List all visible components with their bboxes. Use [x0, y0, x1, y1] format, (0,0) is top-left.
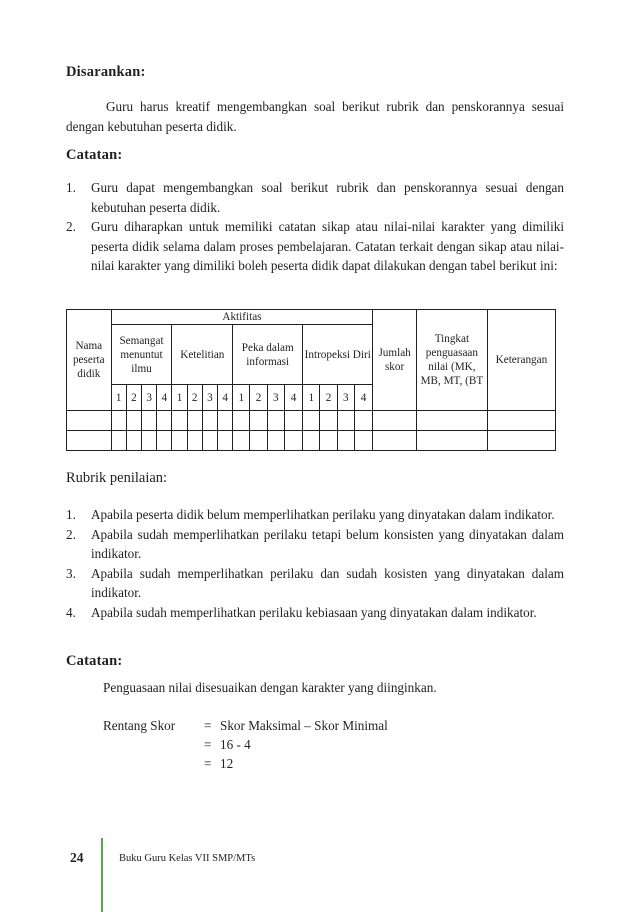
rubrik-item — [66, 564, 564, 603]
item-text: Apabila sudah memperlihatkan perilaku dan sudah kosisten yang dinyatakan dalam indikator. — [91, 565, 564, 600]
score-cell: 3 — [202, 385, 217, 411]
score-cell: 2 — [187, 385, 202, 411]
score-cell: 3 — [267, 385, 284, 411]
score-cell: 4 — [218, 385, 233, 411]
equals-sign: = — [204, 737, 212, 752]
item-number: 2. — [66, 219, 76, 234]
rubrik-list — [66, 505, 564, 622]
item-text: Apabila sudah memperlihatkan perilaku tetapi belum konsisten yang dinyatakan dalam indikator. — [91, 526, 564, 561]
header-keterangan: Keterangan — [487, 310, 555, 411]
score-cell: 1 — [303, 385, 320, 411]
book-title: Buku Guru Kelas VII SMP/MTs — [119, 853, 256, 864]
score-cell: 2 — [250, 385, 267, 411]
score-cell: 4 — [157, 385, 172, 411]
rubrik-heading: Rubrik penilaian: — [66, 470, 168, 486]
header-tingkat: Tingkat penguasaan nilai (MK, MB, MT, (BT — [416, 310, 487, 411]
header-ketelitian: Ketelitian — [172, 325, 233, 385]
score-cell: 1 — [233, 385, 250, 411]
item-number: 2. — [66, 526, 76, 542]
header-peka: Peka dalam informasi — [233, 325, 303, 385]
score-cell: 2 — [320, 385, 337, 411]
item-number: 3. — [66, 565, 76, 581]
header-semangat: Semangat menuntut ilmu — [111, 325, 172, 385]
table-row — [67, 431, 556, 451]
nilai-table — [66, 309, 556, 451]
score-cell: 3 — [337, 385, 354, 411]
header-aktifitas: Aktifitas — [111, 310, 373, 325]
item-text: Guru diharapkan untuk memiliki catatan sikap atau nilai-nilai karakter yang dimiliki peserta didik selama dalam proses pembelajaran. Catatan terkait dengan sikap atau nilai-nilai karakter yang dimiliki boleh peserta didik dapat dilakukan dengan tabel berikut ini: — [91, 219, 564, 273]
score-cell: 1 — [111, 385, 126, 411]
catatan-item — [66, 217, 564, 276]
rentang-line-2: 16 - 4 — [220, 737, 251, 752]
item-number: 1. — [66, 180, 76, 195]
score-cell: 4 — [284, 385, 302, 411]
disarankan-text: Guru harus kreatif mengembangkan soal berikut rubrik dan penskorannya sesuai dengan kebutuhan peserta didik. — [66, 99, 564, 134]
rentang-line-1: Skor Maksimal – Skor Minimal — [220, 718, 388, 733]
catatan2-text: Penguasaan nilai disesuaikan dengan karakter yang diinginkan. — [103, 680, 437, 695]
header-intropeksi: Intropeksi Diri — [303, 325, 373, 385]
disarankan-heading: Disarankan: — [66, 64, 146, 80]
score-cell: 2 — [126, 385, 141, 411]
equals-sign: = — [204, 718, 212, 733]
header-jumlah: Jumlah skor — [373, 310, 417, 411]
header-nama: Nama peserta didik — [67, 310, 112, 411]
item-text: Apabila peserta didik belum memperlihatkan perilaku yang dinyatakan dalam indikator. — [91, 507, 555, 522]
score-cell: 1 — [172, 385, 187, 411]
item-text: Guru dapat mengembangkan soal berikut rubrik dan penskorannya sesuai dengan kebutuhan peserta didik. — [91, 180, 564, 215]
catatan-heading: Catatan: — [66, 147, 123, 163]
rubrik-item — [66, 603, 564, 623]
item-number: 1. — [66, 507, 76, 522]
rubrik-item — [66, 525, 564, 564]
item-text: Apabila sudah memperlihatkan perilaku kebiasaan yang dinyatakan dalam indikator. — [91, 604, 537, 620]
catatan-item — [66, 178, 564, 217]
rubrik-item — [66, 505, 564, 525]
rentang-label: Rentang Skor — [103, 718, 176, 733]
score-cell: 4 — [354, 385, 372, 411]
item-number: 4. — [66, 604, 76, 620]
page-number: 24 — [70, 850, 84, 865]
rentang-line-3: 12 — [220, 756, 234, 771]
footer-divider — [101, 838, 103, 912]
catatan2-heading: Catatan: — [66, 653, 123, 669]
table-row — [67, 411, 556, 431]
catatan-list — [66, 178, 564, 276]
score-cell: 3 — [142, 385, 157, 411]
equals-sign: = — [204, 756, 212, 771]
